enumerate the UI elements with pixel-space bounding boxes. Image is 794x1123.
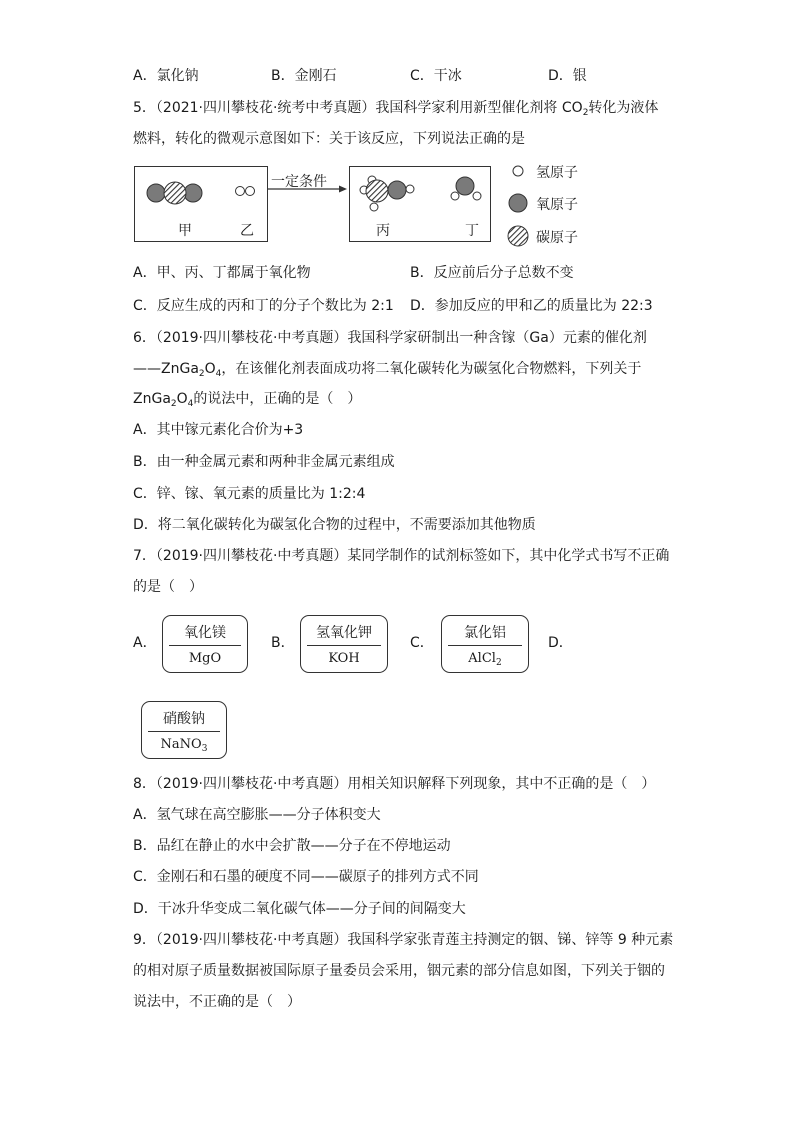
q6-stem-line3: $ZnGa_2O_4$的说法中，正确的是（ ） bbox=[133, 391, 362, 409]
q9-stem-line2: 的相对原子质量数据被国际原子量委员会采用，铟元素的部分信息如图，下列关于铟的 bbox=[133, 963, 665, 979]
q8-option-b: B．品红在静止的水中会扩散——分子在不停地运动 bbox=[133, 838, 451, 854]
q9-stem-line3: 说法中，不正确的是（ ） bbox=[133, 994, 301, 1010]
reagent-name: 氧化镁 bbox=[184, 625, 226, 641]
water-molecule bbox=[451, 177, 481, 200]
q4-option-a: A．氯化钠 bbox=[133, 68, 199, 84]
label-jia: 甲 bbox=[178, 223, 192, 239]
reaction-molecules bbox=[0, 0, 794, 300]
q5-option-a: A．甲、丙、丁都属于氧化物 bbox=[133, 265, 311, 281]
q8-option-c: C．金刚石和石墨的硬度不同——碳原子的排列方式不同 bbox=[133, 869, 479, 885]
legend-oxygen: 氧原子 bbox=[536, 197, 578, 213]
reagent-label-d bbox=[141, 701, 227, 759]
carbon-atom-icon bbox=[508, 226, 528, 246]
q9-stem-line1: 9．（2019·四川攀枝花·中考真题）我国科学家张青莲主持测定的铟、锑、锌等 9 种元素 bbox=[133, 932, 674, 948]
label-divider bbox=[169, 645, 241, 646]
co2-molecule bbox=[147, 182, 202, 204]
q7-option-d-letter: D． bbox=[548, 635, 573, 651]
q6-option-d: D．将二氧化碳转化为碳氢化合物的过程中，不需要添加其他物质 bbox=[133, 517, 536, 533]
legend-carbon: 碳原子 bbox=[536, 230, 578, 246]
reagent-label-b bbox=[300, 615, 388, 673]
diagram-legend bbox=[508, 166, 528, 246]
q7-option-b-letter: B． bbox=[271, 635, 295, 651]
q7-option-c-letter: C． bbox=[410, 635, 434, 651]
reagent-formula: KOH bbox=[328, 651, 360, 666]
q5-option-c: C．反应生成的丙和丁的分子个数比为 2:1 bbox=[133, 298, 394, 314]
q6-option-a: A．其中镓元素化合价为+3 bbox=[133, 422, 304, 438]
label-yi: 乙 bbox=[240, 223, 254, 239]
methanol-molecule bbox=[360, 176, 414, 211]
q5-stem-line2: 燃料，转化的微观示意图如下：关于该反应，下列说法正确的是 bbox=[133, 131, 525, 147]
q7-option-a-letter: A． bbox=[133, 635, 157, 651]
reagent-formula: AlCl$_2$ bbox=[468, 651, 502, 668]
reagent-label-a bbox=[162, 615, 248, 673]
reagent-formula: MgO bbox=[188, 651, 222, 666]
q5-option-d: D．参加反应的甲和乙的质量比为 22:3 bbox=[410, 298, 653, 314]
h2-molecule bbox=[236, 187, 255, 196]
q5-stem-line1: 5．（2021·四川攀枝花·统考中考真题）我国科学家利用新型催化剂将 $CO_2$转化为液体 bbox=[133, 100, 659, 118]
reagent-name: 氯化铝 bbox=[464, 625, 506, 641]
arrow-condition-label: 一定条件 bbox=[271, 174, 327, 190]
q6-stem-line2: $——ZnGa_2O_4$，在该催化剂表面成功将二氧化碳转化为碳氢化合物燃料，下列关于 bbox=[133, 361, 642, 379]
reagent-name: 氢氧化钾 bbox=[316, 625, 372, 641]
reagent-formula: NaNO$_3$ bbox=[160, 737, 208, 754]
label-divider bbox=[448, 645, 522, 646]
label-ding: 丁 bbox=[465, 223, 479, 239]
reagent-label-c bbox=[441, 615, 529, 673]
q4-option-d: D．银 bbox=[548, 68, 587, 84]
q8-stem: 8．（2019·四川攀枝花·中考真题）用相关知识解释下列现象，其中不正确的是（ ） bbox=[133, 776, 656, 792]
q4-option-c: C．干冰 bbox=[410, 68, 462, 84]
q7-stem-line2: 的是（ ） bbox=[133, 579, 203, 595]
q6-option-b: B．由一种金属元素和两种非金属元素组成 bbox=[133, 454, 395, 470]
q6-stem-line1: 6．（2019·四川攀枝花·中考真题）我国科学家研制出一种含镓（Ga）元素的催化剂 bbox=[133, 330, 647, 346]
reagent-name: 硝酸钠 bbox=[163, 711, 205, 727]
q6-option-c: C．锌、镓、氧元素的质量比为 1:2:4 bbox=[133, 486, 366, 502]
label-divider bbox=[307, 645, 381, 646]
q8-option-a: A．氢气球在高空膨胀——分子体积变大 bbox=[133, 807, 381, 823]
q7-stem-line1: 7．（2019·四川攀枝花·中考真题）某同学制作的试剂标签如下，其中化学式书写不正确 bbox=[133, 548, 670, 564]
label-divider bbox=[148, 731, 220, 732]
legend-hydrogen: 氢原子 bbox=[536, 165, 578, 181]
label-bing: 丙 bbox=[376, 223, 390, 239]
hydrogen-atom-icon bbox=[513, 166, 523, 176]
q8-option-d: D．干冰升华变成二氧化碳气体——分子间的间隔变大 bbox=[133, 901, 466, 917]
q4-option-b: B．金刚石 bbox=[271, 68, 337, 84]
oxygen-atom-icon bbox=[509, 194, 527, 212]
q5-option-b: B．反应前后分子总数不变 bbox=[410, 265, 574, 281]
